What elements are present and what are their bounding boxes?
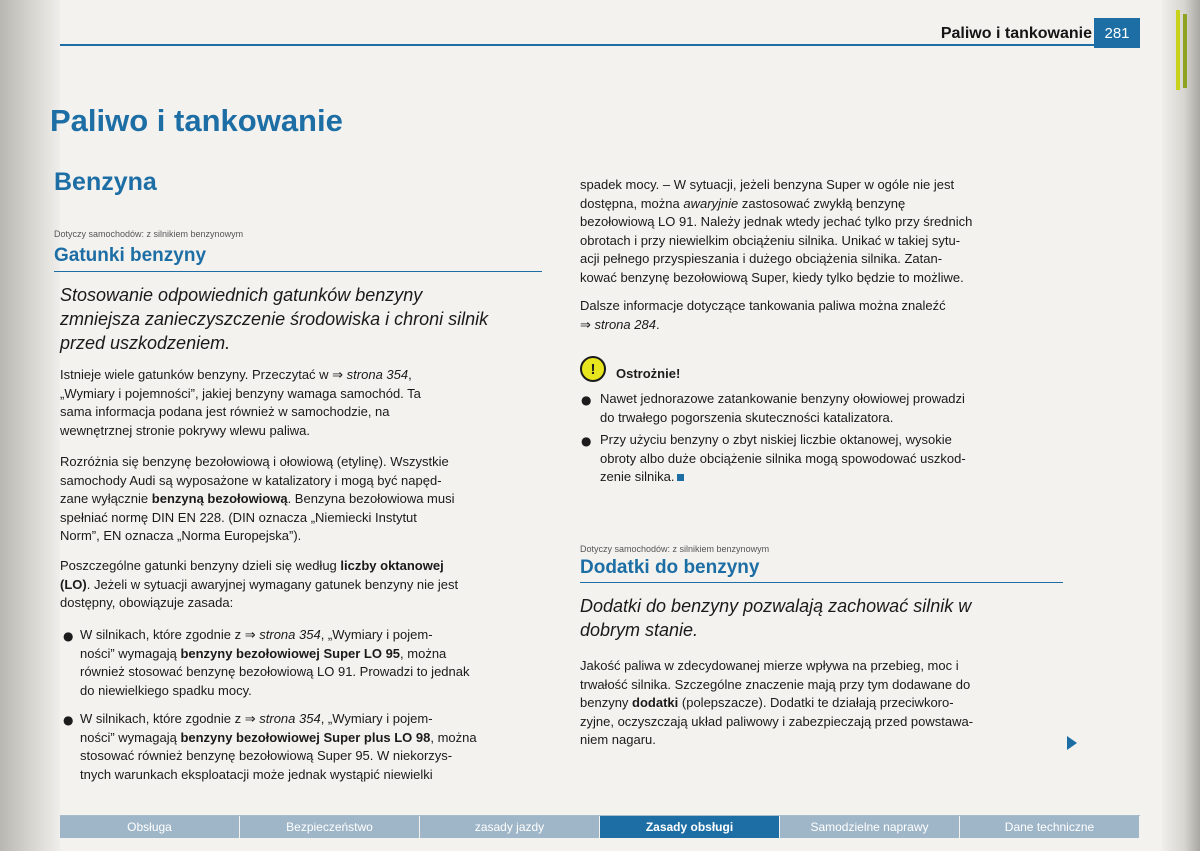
caution-title: Ostrożnie! bbox=[616, 366, 681, 381]
body-paragraph bbox=[60, 366, 421, 440]
text-run: W silnikach, które zgodnie z ⇒ bbox=[80, 627, 260, 642]
text-run: acji pełnego przyspieszania i dużego obciążenia silnika. Zatan- bbox=[580, 251, 943, 266]
subsection-rule bbox=[580, 582, 1063, 583]
nav-tab-zasady-obslugi[interactable]: Zasady obsługi bbox=[600, 816, 780, 838]
text-run: kować benzynę bezołowiową Super, kiedy tylko będzie to możliwe. bbox=[580, 269, 964, 285]
text-run: ności” wymagają bbox=[80, 645, 181, 661]
text-run: bezołowiową LO 91. Należy jednak wtedy jechać tylko przy średnich bbox=[580, 214, 973, 229]
emphasis-text: benzyny bezołowiowej Super plus LO 98 bbox=[180, 729, 431, 745]
nav-tab-dane-techniczne[interactable]: Dane techniczne bbox=[960, 816, 1140, 838]
text-run: zane wyłącznie bbox=[60, 491, 152, 506]
text-run: benzyny bbox=[580, 695, 633, 710]
page-number: 281 bbox=[1094, 18, 1140, 48]
text-run: niem nagaru. bbox=[580, 732, 656, 747]
emphasis-text: awaryjnie bbox=[683, 195, 739, 211]
text-run: zyjne, oczyszczają układ paliwowy i zabezpieczają przed powstawa- bbox=[580, 713, 974, 729]
edge-tab-marker bbox=[1183, 14, 1187, 88]
section-title: Benzyna bbox=[54, 168, 157, 196]
body-paragraph bbox=[580, 176, 972, 287]
lead-line: Stosowanie odpowiednich gatunków benzyny bbox=[60, 285, 423, 305]
text-run: również stosować benzynę bezołowiową LO 91. Prowadzi to jednak bbox=[80, 664, 470, 679]
emphasis-text: (LO) bbox=[60, 576, 87, 592]
text-run: samochody Audi są wyposażone w katalizatory i mogą być napęd- bbox=[60, 472, 442, 488]
emphasis-text: dodatki bbox=[632, 695, 679, 710]
caution-icon: ! bbox=[580, 356, 606, 382]
bullet-icon: ● bbox=[581, 434, 592, 448]
bullet-icon: ● bbox=[581, 393, 592, 407]
lead-line: dobrym stanie. bbox=[580, 620, 699, 640]
subsection-title: Dodatki do benzyny bbox=[580, 557, 760, 578]
cross-reference-link[interactable]: strona 284 bbox=[594, 316, 656, 332]
text-run: . Jeżeli w sytuacji awaryjnej wymagany gatunek benzyny nie jest bbox=[86, 576, 459, 592]
text-run: zastosować zwykłą benzynę bbox=[738, 195, 906, 211]
text-run: zenie silnika. bbox=[600, 469, 675, 484]
text-run: , „Wymiary i pojem- bbox=[320, 627, 433, 642]
text-run: sama informacja podana jest również w samochodzie, na bbox=[60, 404, 390, 419]
text-run: tnych warunkach eksploatacji może jednak wystąpić niewielki bbox=[80, 766, 433, 782]
section-end-icon bbox=[677, 474, 684, 481]
nav-tab-bezpieczenstwo[interactable]: Bezpieczeństwo bbox=[240, 816, 420, 838]
page-edge bbox=[1162, 0, 1200, 851]
text-run: , bbox=[408, 367, 412, 382]
text-run: , można bbox=[400, 645, 447, 661]
cross-reference-link[interactable]: strona 354 bbox=[259, 711, 321, 726]
bullet-item bbox=[80, 626, 470, 700]
text-run: Nawet jednorazowe zatankowanie benzyny ołowiowej prowadzi bbox=[600, 391, 965, 406]
emphasis-text: benzyny bezołowiowej Super LO 95 bbox=[180, 645, 401, 661]
lead-line: zmniejsza zanieczyszczenie środowiska i chroni silnik bbox=[60, 309, 489, 329]
text-run: . bbox=[655, 316, 660, 332]
cross-reference-link[interactable]: strona 354 bbox=[259, 627, 321, 642]
bullet-item bbox=[80, 710, 477, 784]
text-run: dostępny, obowiązuje zasada: bbox=[60, 595, 234, 610]
text-run: obroty albo duże obciążenie silnika mogą spowodować uszkod- bbox=[600, 450, 966, 466]
text-run: , można bbox=[430, 729, 477, 745]
nav-tab-obsluga[interactable]: Obsługa bbox=[60, 816, 240, 838]
running-head-title: Paliwo i tankowanie bbox=[940, 25, 1092, 42]
text-run: wewnętrznej stronie pokrywy wlewu paliwa. bbox=[60, 422, 310, 438]
nav-tab-zasady-jazdy[interactable]: zasady jazdy bbox=[420, 816, 600, 838]
emphasis-text: benzyną bezołowiową bbox=[151, 491, 288, 506]
text-run: dostępna, można bbox=[580, 195, 684, 211]
text-run: trwałość silnika. Szczególne znaczenie mają przy tym dodawane do bbox=[580, 676, 971, 692]
lead-paragraph bbox=[580, 594, 971, 642]
header-rule bbox=[60, 44, 1140, 46]
chapter-nav bbox=[60, 815, 1140, 838]
text-run: stosować również benzynę bezołowiową Super 95. W niekorzys- bbox=[80, 748, 453, 763]
body-paragraph bbox=[60, 453, 455, 546]
lead-paragraph bbox=[60, 283, 488, 355]
text-run: Jakość paliwa w zdecydowanej mierze wpływa na przebieg, moc i bbox=[580, 658, 959, 673]
text-run: , „Wymiary i pojem- bbox=[320, 711, 433, 726]
text-run: Dalsze informacje dotyczące tankowania paliwa można znaleźć bbox=[580, 298, 946, 313]
text-run: Poszczególne gatunki benzyny dzieli się według bbox=[60, 558, 341, 573]
applicability-note: Dotyczy samochodów: z silnikiem benzynowym bbox=[54, 229, 244, 239]
text-run: (polepszacze). Dodatki te działają przeciwkoro- bbox=[678, 695, 954, 710]
caution-bullet-item bbox=[600, 431, 966, 487]
applicability-note: Dotyczy samochodów: z silnikiem benzynowym bbox=[580, 544, 770, 554]
body-paragraph bbox=[60, 557, 458, 613]
page-title: Paliwo i tankowanie bbox=[50, 103, 343, 138]
text-run: . Benzyna bezołowiowa musi bbox=[287, 491, 455, 506]
body-paragraph bbox=[580, 657, 973, 750]
text-run: Istnieje wiele gatunków benzyny. Przeczytać w ⇒ bbox=[60, 367, 347, 382]
text-run: obrotach i przy niewielkim obciążeniu silnika. Unikać w takiej sytu- bbox=[580, 232, 961, 248]
cross-reference-link[interactable]: strona 354 bbox=[346, 367, 409, 382]
subsection-title: Gatunki benzyny bbox=[54, 245, 207, 266]
continue-arrow-icon bbox=[1067, 736, 1077, 750]
lead-line: Dodatki do benzyny pozwalają zachować silnik w bbox=[580, 596, 972, 616]
text-run: ⇒ bbox=[580, 316, 595, 332]
text-run: W silnikach, które zgodnie z ⇒ bbox=[80, 711, 260, 726]
text-run: do niewielkiego spadku mocy. bbox=[80, 682, 252, 698]
text-run: ności” wymagają bbox=[80, 729, 181, 745]
text-run: Norm”, EN oznacza „Norma Europejska”). bbox=[60, 528, 302, 543]
subsection-rule bbox=[54, 271, 542, 272]
text-run: Rozróżnia się benzynę bezołowiową i ołowiową (etylinę). Wszystkie bbox=[60, 454, 449, 469]
text-run: Przy użyciu benzyny o zbyt niskiej liczbie oktanowej, wysokie bbox=[600, 432, 952, 447]
bullet-icon: ● bbox=[63, 713, 74, 727]
bullet-icon: ● bbox=[63, 629, 74, 643]
text-run: spadek mocy. – W sytuacji, jeżeli benzyna Super w ogóle nie jest bbox=[580, 177, 955, 192]
lead-line: przed uszkodzeniem. bbox=[60, 333, 231, 353]
text-run: „Wymiary i pojemności”, jakiej benzyny wamaga samochód. Ta bbox=[60, 385, 421, 401]
body-paragraph bbox=[580, 297, 946, 334]
emphasis-text: liczby oktanowej bbox=[340, 558, 444, 573]
edge-tab-marker bbox=[1176, 10, 1180, 90]
text-run: do trwałego pogorszenia skuteczności katalizatora. bbox=[600, 409, 894, 425]
text-run: spełniać normę DIN EN 228. (DIN oznacza „Niemiecki Instytut bbox=[60, 509, 417, 525]
caution-bullet-item bbox=[600, 390, 965, 427]
nav-tab-samodzielne-naprawy[interactable]: Samodzielne naprawy bbox=[780, 816, 960, 838]
